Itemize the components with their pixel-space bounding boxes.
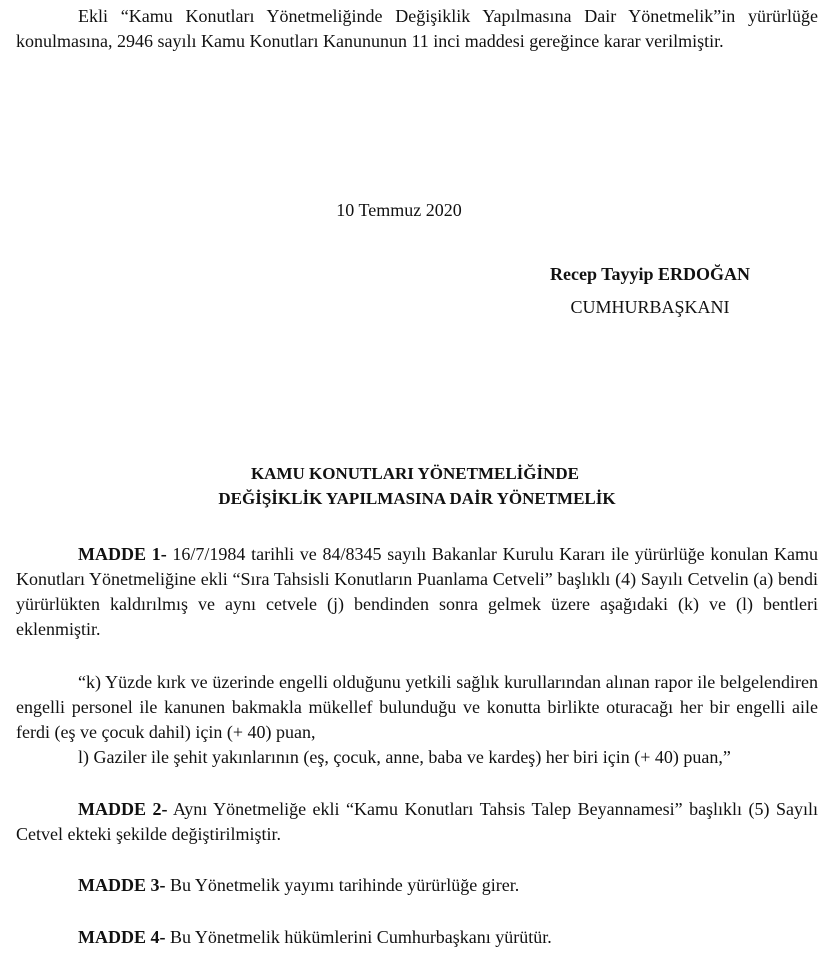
article-3-label: MADDE 3- [78,875,166,895]
regulation-title-line-2: DEĞİŞİKLİK YAPILMASINA DAİR YÖNETMELİK [218,489,616,508]
article-2-label: MADDE 2- [78,799,168,819]
regulation-title-line-1: KAMU KONUTLARI YÖNETMELİĞİNDE [250,464,580,483]
signatory-title: CUMHURBAŞKANI [570,297,730,317]
decree-paragraph: Ekli “Kamu Konutları Yönetmeliğinde Değişiklik Yapılmasına Dair Yönetmelik”in yürürlüğe konulmasına, 2946 sayılı Kamu Konutları Kanununun 11 inci maddesi gereğince karar verilmiştir. [16,6,818,51]
article-1-text: 16/7/1984 tarihli ve 84/8345 sayılı Bakanlar Kurulu Kararı ile yürürlüğe konulan Kamu Konutları Yönetmeliğine ekli “Sıra Tahsisli Konutların Puanlama Cetveli” başlıklı (4) Sayılı Cetvelin (a) bendi yürürlükten kaldırılmış ve aynı cetvele (j) bendinden sonra gelmek üzere aşağıdaki (k) ve (l) bentleri eklenmiştir. [16,544,818,639]
article-4-label: MADDE 4- [78,927,166,947]
article-3 [16,873,818,898]
signatory-name: Recep Tayyip ERDOĞAN [549,264,751,284]
article-1-label: MADDE 1- [78,544,167,564]
article-3-text: Bu Yönetmelik yayımı tarihinde yürürlüğe girer. [165,875,520,895]
article-4 [16,925,818,950]
decree-date: 10 Temmuz 2020 [336,200,462,220]
article-2 [16,797,818,847]
article-1 [16,542,818,642]
article-4-text: Bu Yönetmelik hükümlerini Cumhurbaşkanı yürütür. [165,927,552,947]
clause-l: l) Gaziler ile şehit yakınlarının (eş, çocuk, anne, baba ve kardeş) her biri için (+ 40) puan,” [78,747,731,767]
article-2-text: Aynı Yönetmeliğe ekli “Kamu Konutları Tahsis Talep Beyannamesi” başlıklı (5) Sayılı Cetvel ekteki şekilde değiştirilmiştir. [16,799,818,844]
clause-k: “k) Yüzde kırk ve üzerinde engelli olduğunu yetkili sağlık kurullarından alınan rapor ile belgelendiren engelli personel ile kanunen bakmakla mükellef bulunduğu ve konutta birlikte oturacağı her bir engelli aile ferdi (eş ve çocuk dahil) için (+ 40) puan, [16,672,818,742]
